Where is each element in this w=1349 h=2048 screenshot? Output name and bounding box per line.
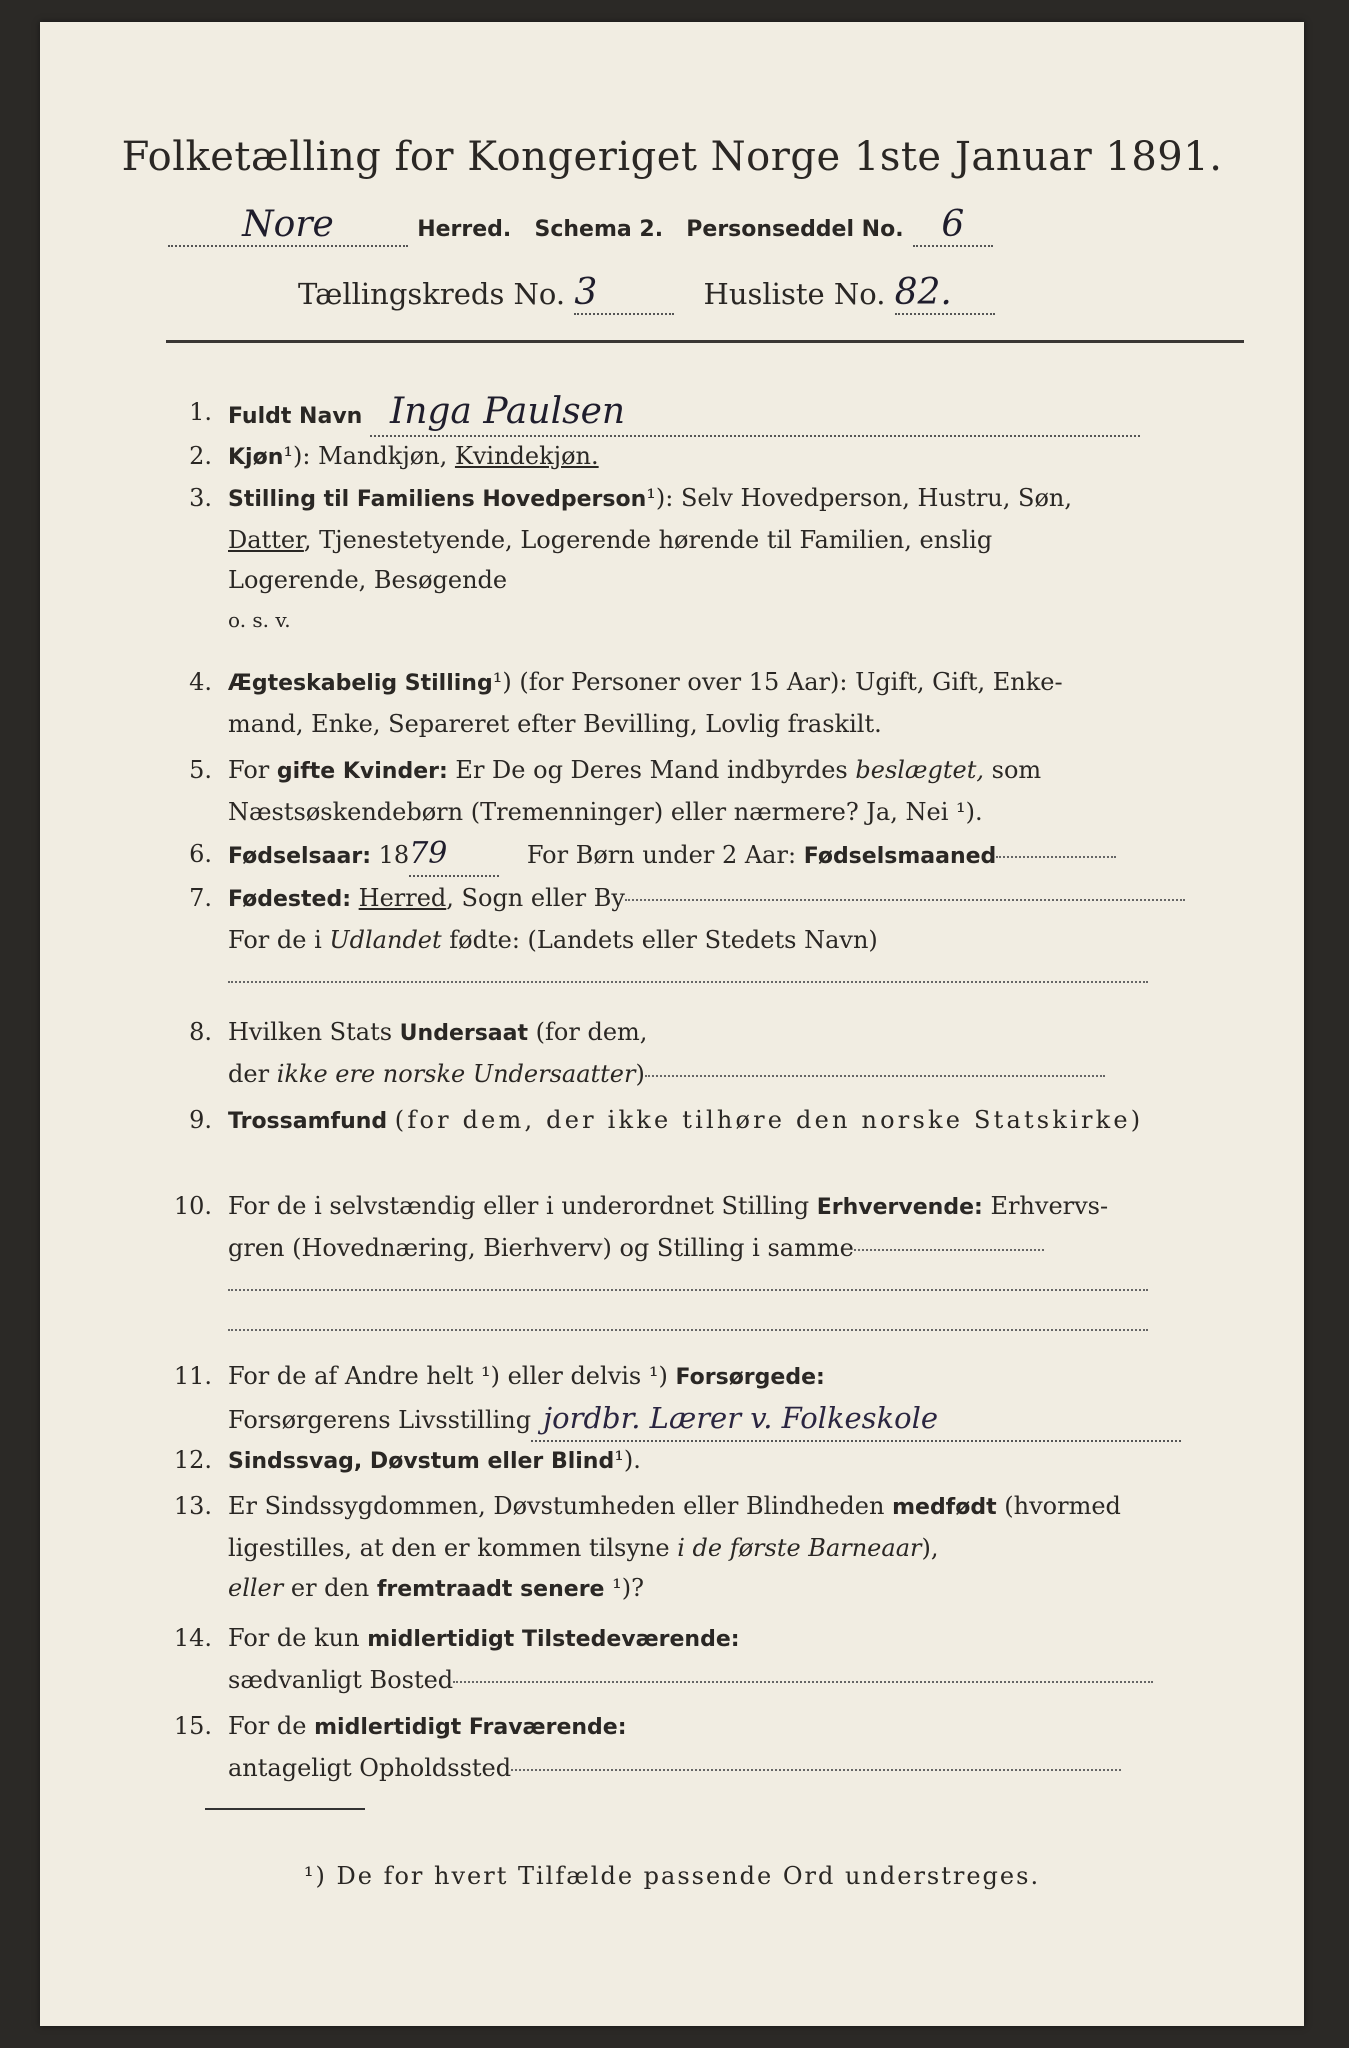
citizenship-field[interactable]: [645, 1074, 1105, 1077]
husliste-field[interactable]: 82.: [895, 272, 995, 315]
birthplace-field[interactable]: [625, 898, 1185, 901]
census-form: [40, 22, 1304, 2026]
item-13: 13. Er Sindssygdommen, Døvstumheden eller Blindheden medfødt (hvormed ligestilles, at den er kommen tilsyne i de første Barneaar), eller er den fremtraadt senere ¹)?: [173, 1492, 1121, 1602]
occupation-line-2[interactable]: [228, 1288, 1148, 1291]
personseddel-label: Personseddel No.: [686, 217, 904, 242]
herred-option[interactable]: Herred: [358, 884, 447, 912]
footnote: ¹) De for hvert Tilfælde passende Ord understreges.: [303, 1862, 1041, 1890]
item-6: 6. Fødselsaar: 1879 For Børn under 2 Aar: Fødselsmaaned: [170, 834, 1240, 877]
item-11: 11. For de af Andre helt ¹) eller delvis ¹) Forsørgede: Forsørgerens Livsstilling jordbr. Lærer v. Folkeskole: [170, 1356, 1240, 1442]
item-7: 7. Fødested: Herred, Sogn eller By For de i Udlandet fødte: (Landets eller Stedets Navn): [170, 878, 1240, 1000]
herred-field[interactable]: Nore: [168, 204, 408, 247]
item-4: 4. Ægteskabelig Stilling¹) (for Personer over 15 Aar): Ugift, Gift, Enke- mand, Enke, Separeret efter Bevilling, Lovlig fraskilt.: [189, 668, 1063, 738]
occupation-field[interactable]: [854, 1248, 1044, 1251]
herred-label: Herred.: [417, 217, 512, 242]
provider-occupation-field[interactable]: jordbr. Lærer v. Folkeskole: [531, 1398, 1181, 1442]
form-title: Folketælling for Kongeriget Norge 1ste Januar 1891.: [121, 134, 1223, 180]
item-10: 10. For de i selvstændig eller i underordnet Stilling Erhvervende: Erhvervs- gren (Hovednæring, Bierhverv) og Stilling i samme: [170, 1186, 1240, 1348]
item-15: 15. For de midlertidigt Fraværende: antageligt Opholdssted: [170, 1706, 1240, 1788]
kreds-label: Tællingskreds No.: [298, 277, 566, 311]
item-5: 5. For gifte Kvinder: Er De og Deres Mand indbyrdes beslægtet, som Næstsøskendebørn (Tremenninger) eller nærmere? Ja, Nei ¹).: [189, 756, 1042, 826]
husliste-label: Husliste No.: [703, 277, 886, 311]
item-12: 12. Sindssvag, Døvstum eller Blind¹).: [173, 1446, 641, 1474]
item-3: 3. Stilling til Familiens Hovedperson¹): Selv Hovedperson, Hustru, Søn, Datter, Tjenestetyende, Logerende hørende til Familien, enslig Logerende, Besøgende o. s. v.: [189, 484, 1072, 632]
schema-label: Schema 2.: [534, 217, 664, 242]
birth-month-field[interactable]: [996, 855, 1116, 858]
foreign-birthplace-field[interactable]: [228, 980, 1148, 983]
header-divider: [166, 340, 1244, 343]
temporary-residence-field[interactable]: [511, 1768, 1121, 1771]
full-name-field[interactable]: Inga Paulsen: [370, 392, 1140, 437]
occupation-line-3[interactable]: [228, 1328, 1148, 1331]
usual-residence-field[interactable]: [453, 1680, 1153, 1683]
item-8: 8. Hvilken Stats Undersaat (for dem, der ikke ere norske Undersaatter): [170, 1012, 1240, 1094]
item-2: 2. Kjøn¹): Mandkjøn, Kvindekjøn.: [189, 442, 599, 470]
kvindekjon-option[interactable]: Kvindekjøn.: [454, 442, 599, 470]
item-14: 14. For de kun midlertidigt Tilstedeværende: sædvanligt Bosted: [170, 1618, 1240, 1700]
item-1: 1. Fuldt Navn Inga Paulsen: [170, 392, 1240, 437]
birth-year-field[interactable]: 79: [409, 834, 499, 877]
kreds-field[interactable]: 3: [574, 272, 674, 315]
item-9: 9. Trossamfund (for dem, der ikke tilhøre den norske Statskirke): [189, 1106, 1144, 1134]
footnote-divider: [205, 1808, 365, 1810]
personseddel-field[interactable]: 6: [913, 204, 993, 247]
datter-option[interactable]: Datter: [228, 526, 304, 554]
